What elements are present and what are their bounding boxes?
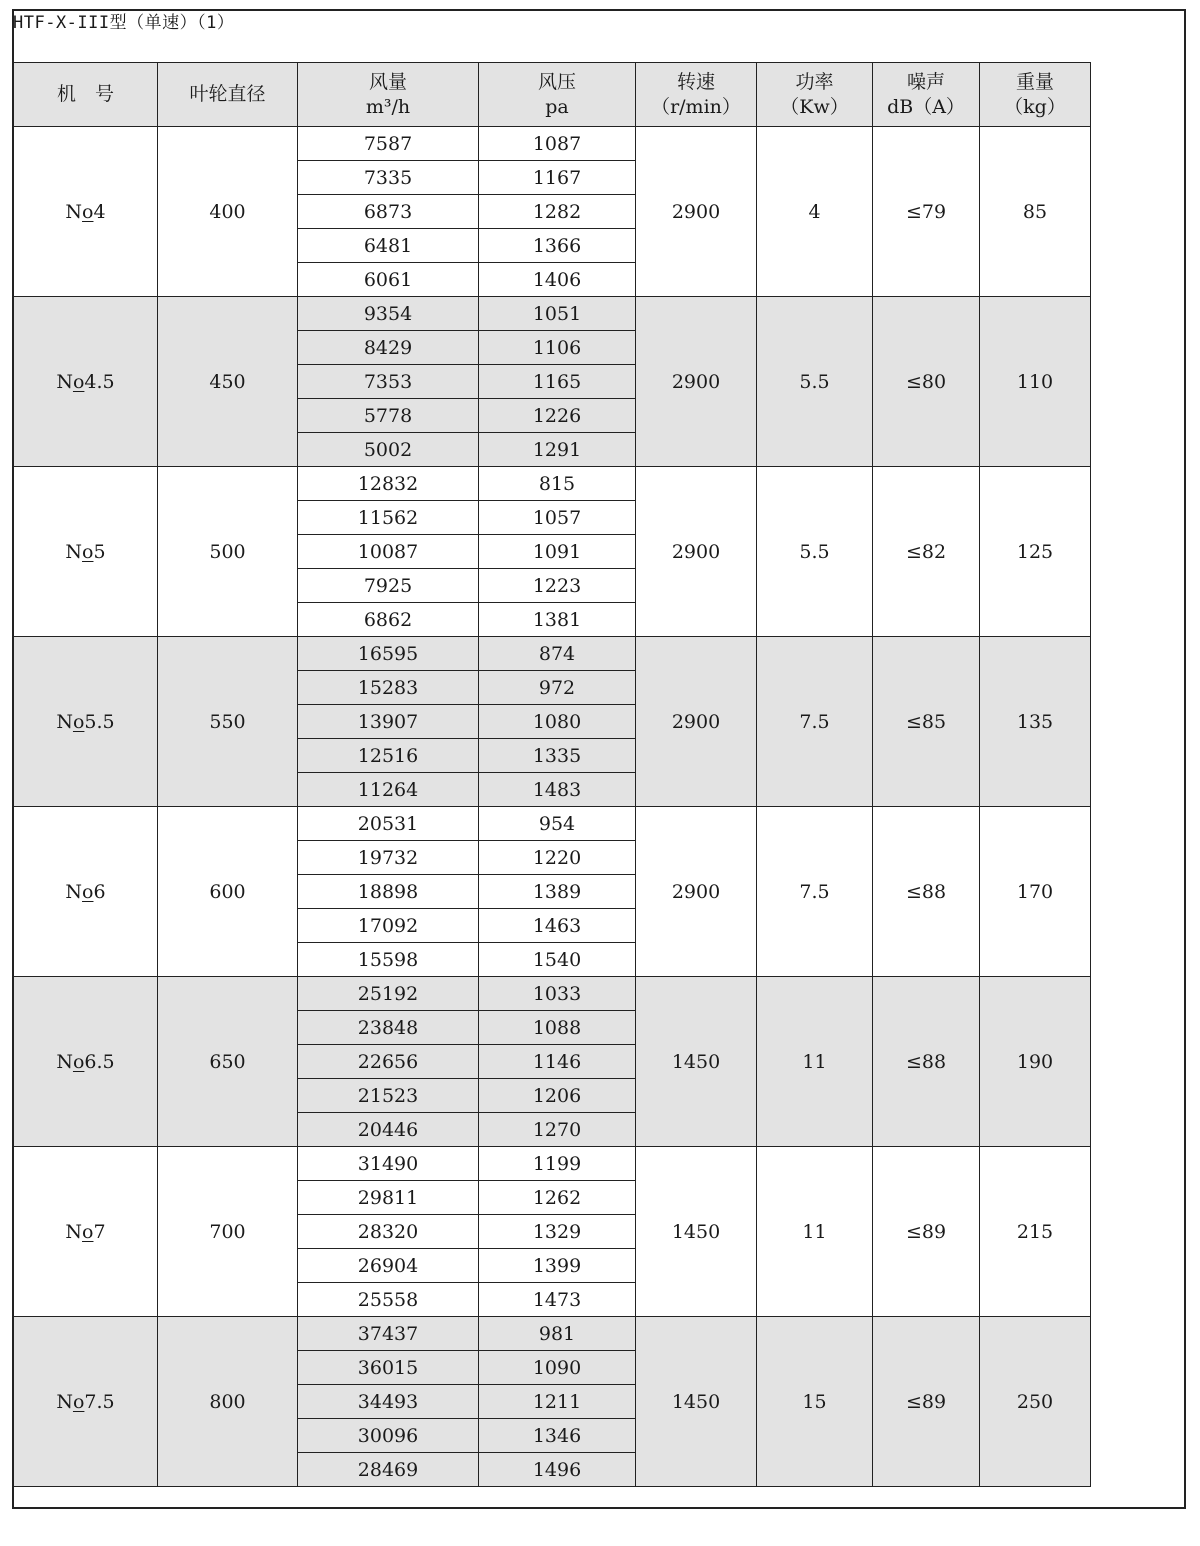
pressure-cell: 1090 bbox=[479, 1351, 636, 1385]
model-number: No6 bbox=[65, 880, 106, 903]
noise-cell: ≤82 bbox=[873, 467, 980, 637]
airflow-cell: 25192 bbox=[298, 977, 479, 1011]
airflow-cell: 30096 bbox=[298, 1419, 479, 1453]
model-number: No4.5 bbox=[56, 370, 115, 393]
header-line: 噪声 bbox=[906, 70, 945, 93]
impeller-diameter-cell: 500 bbox=[158, 467, 298, 637]
table-row bbox=[14, 1317, 1091, 1351]
weight-cell: 170 bbox=[980, 807, 1091, 977]
pressure-cell: 1329 bbox=[479, 1215, 636, 1249]
power-cell: 5.5 bbox=[757, 467, 873, 637]
model-cell bbox=[14, 1147, 158, 1317]
header-pressure bbox=[479, 63, 636, 127]
table-row bbox=[14, 467, 1091, 501]
power-cell: 15 bbox=[757, 1317, 873, 1487]
model-cell bbox=[14, 127, 158, 297]
pressure-cell: 1033 bbox=[479, 977, 636, 1011]
header-line: （kg） bbox=[1004, 95, 1066, 118]
header-row bbox=[14, 63, 1091, 127]
table-row bbox=[14, 807, 1091, 841]
airflow-cell: 9354 bbox=[298, 297, 479, 331]
weight-cell: 110 bbox=[980, 297, 1091, 467]
airflow-cell: 5002 bbox=[298, 433, 479, 467]
airflow-cell: 31490 bbox=[298, 1147, 479, 1181]
table-body bbox=[14, 127, 1091, 1487]
airflow-cell: 8429 bbox=[298, 331, 479, 365]
header-line: 机 号 bbox=[56, 83, 114, 105]
pressure-cell: 981 bbox=[479, 1317, 636, 1351]
pressure-cell: 1381 bbox=[479, 603, 636, 637]
pressure-cell: 954 bbox=[479, 807, 636, 841]
pressure-cell: 1051 bbox=[479, 297, 636, 331]
airflow-cell: 18898 bbox=[298, 875, 479, 909]
speed-cell: 1450 bbox=[636, 1147, 757, 1317]
pressure-cell: 815 bbox=[479, 467, 636, 501]
airflow-cell: 28469 bbox=[298, 1453, 479, 1487]
header-model bbox=[14, 63, 158, 127]
weight-cell: 135 bbox=[980, 637, 1091, 807]
header-line: pa bbox=[545, 95, 569, 118]
airflow-cell: 6873 bbox=[298, 195, 479, 229]
weight-cell: 215 bbox=[980, 1147, 1091, 1317]
pressure-cell: 1540 bbox=[479, 943, 636, 977]
pressure-cell: 1226 bbox=[479, 399, 636, 433]
power-cell: 7.5 bbox=[757, 807, 873, 977]
table-row bbox=[14, 637, 1091, 671]
airflow-cell: 11264 bbox=[298, 773, 479, 807]
speed-cell: 2900 bbox=[636, 127, 757, 297]
header-speed bbox=[636, 63, 757, 127]
airflow-cell: 22656 bbox=[298, 1045, 479, 1079]
model-number: No5.5 bbox=[56, 710, 115, 733]
noise-cell: ≤89 bbox=[873, 1147, 980, 1317]
pressure-cell: 1206 bbox=[479, 1079, 636, 1113]
airflow-cell: 6481 bbox=[298, 229, 479, 263]
airflow-cell: 37437 bbox=[298, 1317, 479, 1351]
pressure-cell: 1211 bbox=[479, 1385, 636, 1419]
header-line: （r/min） bbox=[651, 95, 741, 118]
model-number: No7 bbox=[65, 1220, 106, 1243]
speed-cell: 2900 bbox=[636, 807, 757, 977]
airflow-cell: 34493 bbox=[298, 1385, 479, 1419]
airflow-cell: 5778 bbox=[298, 399, 479, 433]
impeller-diameter-cell: 650 bbox=[158, 977, 298, 1147]
model-cell bbox=[14, 637, 158, 807]
airflow-cell: 15598 bbox=[298, 943, 479, 977]
airflow-cell: 36015 bbox=[298, 1351, 479, 1385]
header-line: 转速 bbox=[676, 70, 715, 93]
airflow-cell: 29811 bbox=[298, 1181, 479, 1215]
airflow-cell: 25558 bbox=[298, 1283, 479, 1317]
header-noise bbox=[873, 63, 980, 127]
airflow-cell: 15283 bbox=[298, 671, 479, 705]
noise-cell: ≤88 bbox=[873, 807, 980, 977]
airflow-cell: 23848 bbox=[298, 1011, 479, 1045]
power-cell: 4 bbox=[757, 127, 873, 297]
header-line: 风压 bbox=[537, 70, 576, 93]
page-title: HTF-X-III型（单速）（1） bbox=[13, 13, 235, 33]
header-power bbox=[757, 63, 873, 127]
speed-cell: 2900 bbox=[636, 297, 757, 467]
pressure-cell: 1291 bbox=[479, 433, 636, 467]
pressure-cell: 1463 bbox=[479, 909, 636, 943]
header-line: dB（A） bbox=[887, 95, 965, 118]
impeller-diameter-cell: 700 bbox=[158, 1147, 298, 1317]
pressure-cell: 1262 bbox=[479, 1181, 636, 1215]
noise-cell: ≤89 bbox=[873, 1317, 980, 1487]
model-number: No7.5 bbox=[56, 1390, 115, 1413]
weight-cell: 125 bbox=[980, 467, 1091, 637]
airflow-cell: 16595 bbox=[298, 637, 479, 671]
weight-cell: 250 bbox=[980, 1317, 1091, 1487]
pressure-cell: 1220 bbox=[479, 841, 636, 875]
table-row bbox=[14, 1147, 1091, 1181]
table-row bbox=[14, 127, 1091, 161]
header-weight bbox=[980, 63, 1091, 127]
pressure-cell: 1167 bbox=[479, 161, 636, 195]
impeller-diameter-cell: 450 bbox=[158, 297, 298, 467]
pressure-cell: 1389 bbox=[479, 875, 636, 909]
airflow-cell: 21523 bbox=[298, 1079, 479, 1113]
airflow-cell: 19732 bbox=[298, 841, 479, 875]
weight-cell: 190 bbox=[980, 977, 1091, 1147]
header-airflow bbox=[298, 63, 479, 127]
noise-cell: ≤88 bbox=[873, 977, 980, 1147]
header-impeller-diameter bbox=[158, 63, 298, 127]
header-line: 功率 bbox=[795, 70, 834, 93]
power-cell: 5.5 bbox=[757, 297, 873, 467]
pressure-cell: 1406 bbox=[479, 263, 636, 297]
airflow-cell: 26904 bbox=[298, 1249, 479, 1283]
pressure-cell: 1496 bbox=[479, 1453, 636, 1487]
pressure-cell: 1091 bbox=[479, 535, 636, 569]
pressure-cell: 1473 bbox=[479, 1283, 636, 1317]
airflow-cell: 12516 bbox=[298, 739, 479, 773]
airflow-cell: 28320 bbox=[298, 1215, 479, 1249]
model-number: No4 bbox=[65, 200, 106, 223]
header-line: 重量 bbox=[1015, 70, 1054, 93]
airflow-cell: 7925 bbox=[298, 569, 479, 603]
model-cell bbox=[14, 977, 158, 1147]
speed-cell: 1450 bbox=[636, 1317, 757, 1487]
pressure-cell: 1270 bbox=[479, 1113, 636, 1147]
noise-cell: ≤80 bbox=[873, 297, 980, 467]
model-cell bbox=[14, 297, 158, 467]
pressure-cell: 1146 bbox=[479, 1045, 636, 1079]
pressure-cell: 1335 bbox=[479, 739, 636, 773]
airflow-cell: 12832 bbox=[298, 467, 479, 501]
header-line: （Kw） bbox=[780, 95, 849, 118]
pressure-cell: 1106 bbox=[479, 331, 636, 365]
pressure-cell: 1165 bbox=[479, 365, 636, 399]
impeller-diameter-cell: 800 bbox=[158, 1317, 298, 1487]
pressure-cell: 1399 bbox=[479, 1249, 636, 1283]
model-cell bbox=[14, 807, 158, 977]
model-number: No6.5 bbox=[56, 1050, 115, 1073]
airflow-cell: 10087 bbox=[298, 535, 479, 569]
pressure-cell: 1483 bbox=[479, 773, 636, 807]
pressure-cell: 1366 bbox=[479, 229, 636, 263]
impeller-diameter-cell: 600 bbox=[158, 807, 298, 977]
pressure-cell: 1080 bbox=[479, 705, 636, 739]
header-line: m³/h bbox=[365, 95, 411, 118]
airflow-cell: 13907 bbox=[298, 705, 479, 739]
speed-cell: 1450 bbox=[636, 977, 757, 1147]
airflow-cell: 17092 bbox=[298, 909, 479, 943]
model-cell bbox=[14, 1317, 158, 1487]
airflow-cell: 7335 bbox=[298, 161, 479, 195]
airflow-cell: 6061 bbox=[298, 263, 479, 297]
fan-spec-table bbox=[13, 62, 1091, 1487]
pressure-cell: 1088 bbox=[479, 1011, 636, 1045]
airflow-cell: 20446 bbox=[298, 1113, 479, 1147]
power-cell: 11 bbox=[757, 977, 873, 1147]
model-cell bbox=[14, 467, 158, 637]
airflow-cell: 7587 bbox=[298, 127, 479, 161]
table-row bbox=[14, 977, 1091, 1011]
header-line: 叶轮直径 bbox=[189, 83, 266, 105]
airflow-cell: 20531 bbox=[298, 807, 479, 841]
impeller-diameter-cell: 400 bbox=[158, 127, 298, 297]
power-cell: 11 bbox=[757, 1147, 873, 1317]
pressure-cell: 874 bbox=[479, 637, 636, 671]
airflow-cell: 11562 bbox=[298, 501, 479, 535]
header-line: 风量 bbox=[368, 70, 407, 93]
airflow-cell: 7353 bbox=[298, 365, 479, 399]
airflow-cell: 6862 bbox=[298, 603, 479, 637]
pressure-cell: 1199 bbox=[479, 1147, 636, 1181]
model-number: No5 bbox=[65, 540, 106, 563]
impeller-diameter-cell: 550 bbox=[158, 637, 298, 807]
pressure-cell: 1223 bbox=[479, 569, 636, 603]
noise-cell: ≤85 bbox=[873, 637, 980, 807]
table-row bbox=[14, 297, 1091, 331]
pressure-cell: 1346 bbox=[479, 1419, 636, 1453]
pressure-cell: 1057 bbox=[479, 501, 636, 535]
speed-cell: 2900 bbox=[636, 467, 757, 637]
speed-cell: 2900 bbox=[636, 637, 757, 807]
noise-cell: ≤79 bbox=[873, 127, 980, 297]
pressure-cell: 1087 bbox=[479, 127, 636, 161]
pressure-cell: 972 bbox=[479, 671, 636, 705]
pressure-cell: 1282 bbox=[479, 195, 636, 229]
power-cell: 7.5 bbox=[757, 637, 873, 807]
weight-cell: 85 bbox=[980, 127, 1091, 297]
